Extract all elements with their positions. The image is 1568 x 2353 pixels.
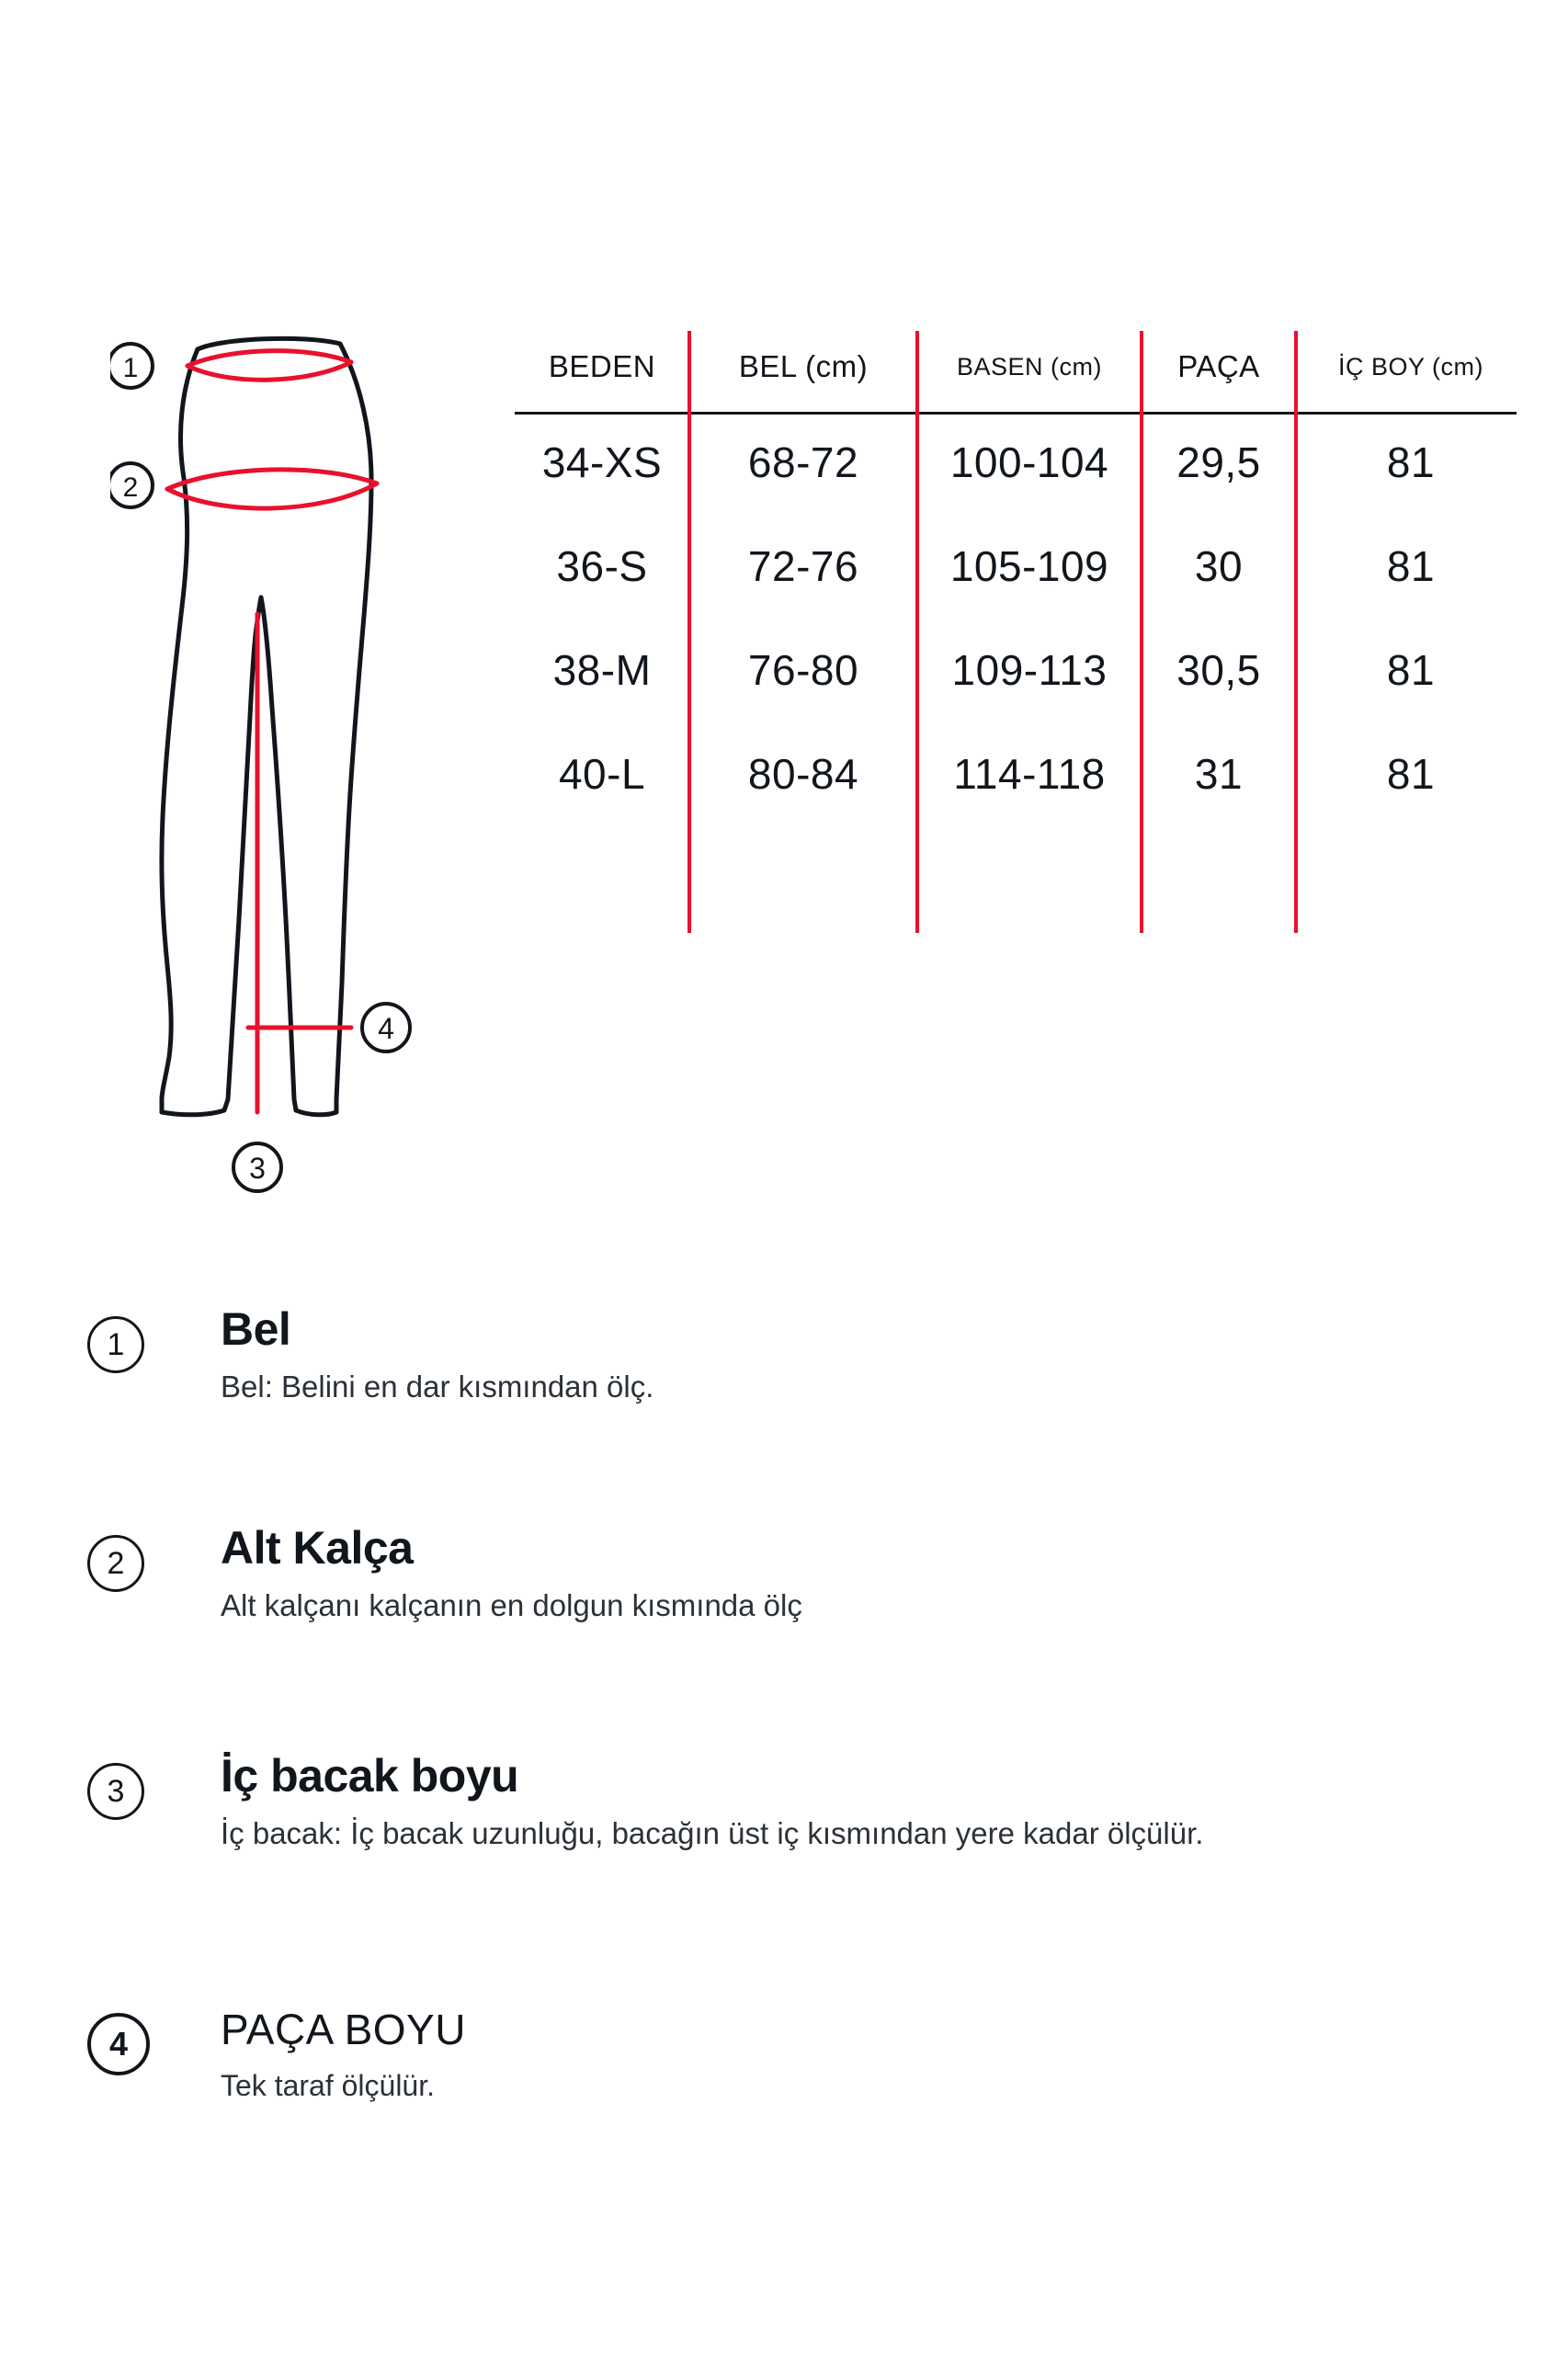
column-header-paca: PAÇA <box>1177 349 1260 383</box>
table-row <box>515 410 1526 514</box>
cell-paca: 29,5 <box>1176 438 1261 486</box>
cell-bel: 80-84 <box>747 749 859 798</box>
legend-item-bel <box>0 1305 1568 1517</box>
cell-basen: 100-104 <box>949 438 1109 486</box>
table-column-divider-3 <box>1140 331 1143 933</box>
cell-ic-boy: 81 <box>1386 541 1436 590</box>
size-table-wrapper <box>515 331 1526 825</box>
svg-text:3: 3 <box>249 1152 266 1185</box>
legend-body-2 <box>221 1524 1568 1626</box>
cell-paca: 30,5 <box>1176 645 1261 694</box>
table-column-divider-2 <box>915 331 919 933</box>
column-header-basen: BASEN (cm) <box>956 352 1102 381</box>
cell-ic-boy: 81 <box>1386 645 1436 694</box>
legend-item-alt-kalca <box>0 1524 1568 1745</box>
table-row <box>515 618 1526 722</box>
cell-ic-boy: 81 <box>1386 749 1436 798</box>
table-column-divider-1 <box>687 331 691 933</box>
table-row <box>515 514 1526 618</box>
hip-measure-line <box>167 483 377 508</box>
legend-title-1: Bel <box>221 1303 291 1355</box>
legend-title-2: Alt Kalça <box>221 1522 414 1574</box>
cell-basen: 105-109 <box>949 541 1109 590</box>
table-header-divider <box>515 412 1517 415</box>
legend-title-4: PAÇA BOYU <box>221 2006 466 2053</box>
body-measurement-diagram <box>110 322 533 1268</box>
cell-size: 34-XS <box>541 438 663 486</box>
column-header-ic-boy: İÇ BOY (cm) <box>1337 352 1483 381</box>
cell-size: 38-M <box>552 645 652 694</box>
cell-basen: 109-113 <box>951 645 1108 694</box>
svg-text:4: 4 <box>378 1012 394 1045</box>
legend-item-paca-boyu <box>0 2007 1568 2173</box>
legend-marker-1: 1 <box>87 1316 144 1373</box>
legend-desc-4: Tek taraf ölçülür. <box>221 2069 435 2103</box>
svg-text:1: 1 <box>122 353 139 383</box>
legend-marker-4: 4 <box>87 2013 150 2075</box>
legend-title-3: İç bacak boyu <box>221 1750 519 1802</box>
svg-text:2: 2 <box>122 472 139 503</box>
legs-illustration <box>110 322 533 1268</box>
legend-desc-2: Alt kalçanı kalçanın en dolgun kısmında ölç <box>221 1587 802 1622</box>
cell-bel: 68-72 <box>747 438 859 486</box>
size-chart-section <box>0 303 1568 1305</box>
legend-body-3 <box>221 1752 1568 1854</box>
column-header-beden: BEDEN <box>548 349 656 383</box>
legend-marker-2: 2 <box>87 1535 144 1592</box>
cell-paca: 30 <box>1194 541 1244 590</box>
waist-measure-line <box>187 362 351 380</box>
table-column-divider-4 <box>1294 331 1298 933</box>
cell-bel: 72-76 <box>747 541 859 590</box>
column-header-bel: BEL (cm) <box>738 349 869 383</box>
cell-size: 36-S <box>556 541 648 590</box>
marker-3 <box>233 1143 281 1191</box>
legend-marker-3: 3 <box>87 1763 144 1820</box>
legend-body-4 <box>221 2007 1568 2106</box>
marker-4 <box>362 1004 410 1051</box>
cell-ic-boy: 81 <box>1386 438 1436 486</box>
marker-1 <box>110 344 153 388</box>
legend-item-ic-bacak-boyu <box>0 1752 1568 2000</box>
table-header-row <box>515 331 1526 410</box>
measurement-legend <box>0 1305 1568 2180</box>
legend-desc-3: İç bacak: İç bacak uzunluğu, bacağın üst iç kısmından yere kadar ölçülür. <box>221 1815 1204 1850</box>
marker-2 <box>110 463 153 507</box>
table-row <box>515 722 1526 825</box>
size-table <box>515 331 1526 825</box>
cell-basen: 114-118 <box>953 749 1106 798</box>
legend-desc-1: Bel: Belini en dar kısmından ölç. <box>221 1369 654 1404</box>
legend-body-1 <box>221 1305 1568 1407</box>
cell-bel: 76-80 <box>747 645 859 694</box>
cell-size: 40-L <box>558 749 646 798</box>
cell-paca: 31 <box>1194 749 1244 798</box>
